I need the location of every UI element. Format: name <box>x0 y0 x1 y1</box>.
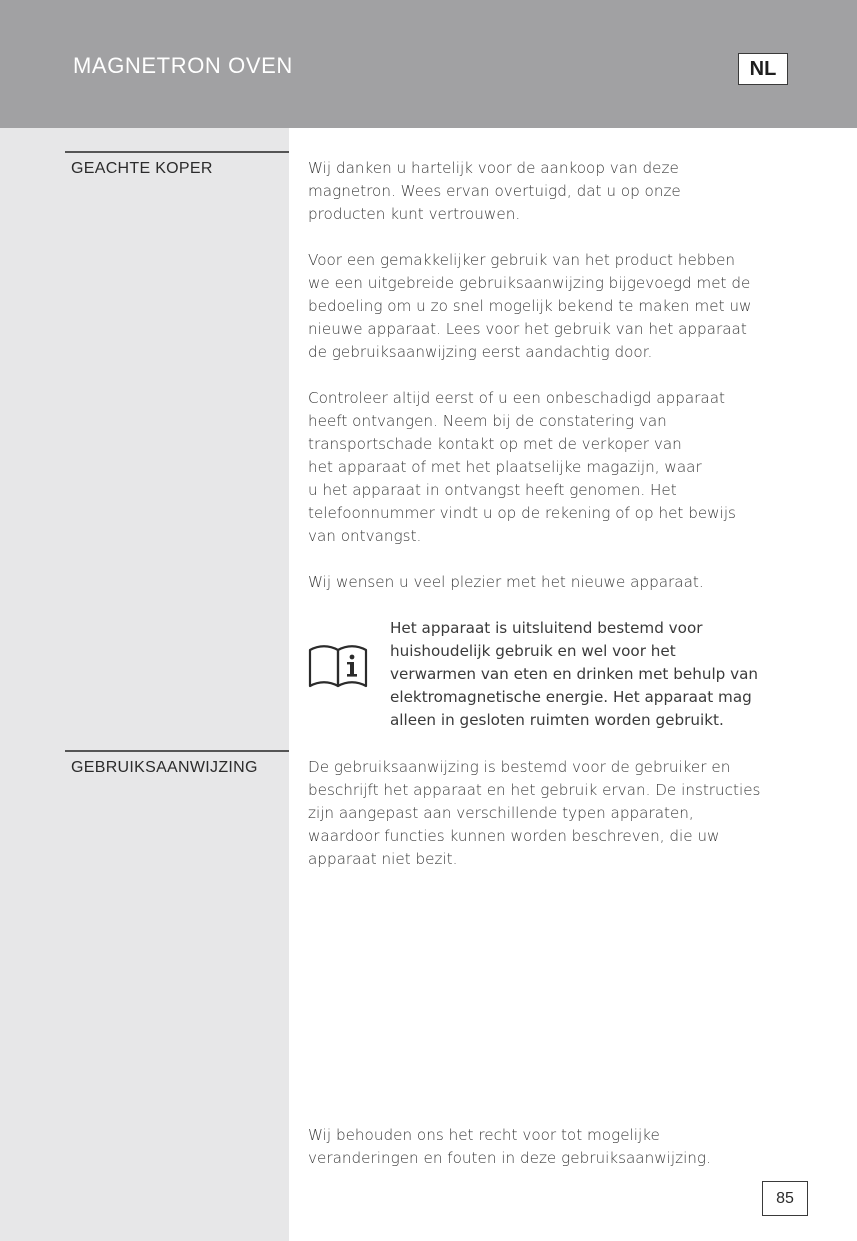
domestic-use-note: Het apparaat is uitsluitend bestemd voor huishoudelijk gebruik en wel voor het verwarmen van eten en drinken met behulp van elektromagnetische energie. Het apparaat mag alleen in gesloten ruimten worden gebruikt. <box>390 619 759 729</box>
wishes-paragraph: Wij wensen u veel plezier met het nieuwe apparaat. <box>308 573 704 591</box>
sidebar-column <box>0 128 289 1241</box>
inspection-paragraph: Controleer altijd eerst of u een onbeschadigd apparaat heeft ontvangen. Neem bij de constatering van transportschade kontakt op met de verkoper van het apparaat of met het plaatselijke magazijn, waar u het apparaat in ontvangst heeft genomen. Het telefoonnummer vindt u op de rekening of op het bewijs van ontvangst. <box>308 389 736 545</box>
manual-paragraph: De gebruiksaanwijzing is bestemd voor de gebruiker en beschrijft het apparaat en het gebruik ervan. De instructies zijn aangepast aan verschillende typen apparaten, waardoor functies kunnen worden beschreven, die uw apparaat niet bezit. <box>308 758 761 868</box>
manual-info-icon <box>307 644 369 688</box>
intro-paragraph: Wij danken u hartelijk voor de aankoop van deze magnetron. Wees ervan overtuigd, dat u op onze producten kunt vertrouwen. <box>308 159 681 223</box>
page-title: MAGNETRON OVEN <box>73 53 293 78</box>
page-header <box>0 0 857 128</box>
section-label-geachte-koper: GEACHTE KOPER <box>65 151 289 178</box>
language-badge: NL <box>738 53 788 85</box>
disclaimer-paragraph: Wij behouden ons het recht voor tot mogelijke veranderingen en fouten in deze gebruiksaanwijzing. <box>308 1126 711 1167</box>
usage-paragraph: Voor een gemakkelijker gebruik van het product hebben we een uitgebreide gebruiksaanwijzing bijgevoegd met de bedoeling om u zo snel mogelijk bekend te maken met uw nieuwe apparaat. Lees voor het gebruik van het apparaat de gebruiksaanwijzing eerst aandachtig door. <box>308 251 752 361</box>
page-number: 85 <box>762 1181 808 1216</box>
section-label-gebruiksaanwijzing: GEBRUIKSAANWIJZING <box>65 750 289 777</box>
